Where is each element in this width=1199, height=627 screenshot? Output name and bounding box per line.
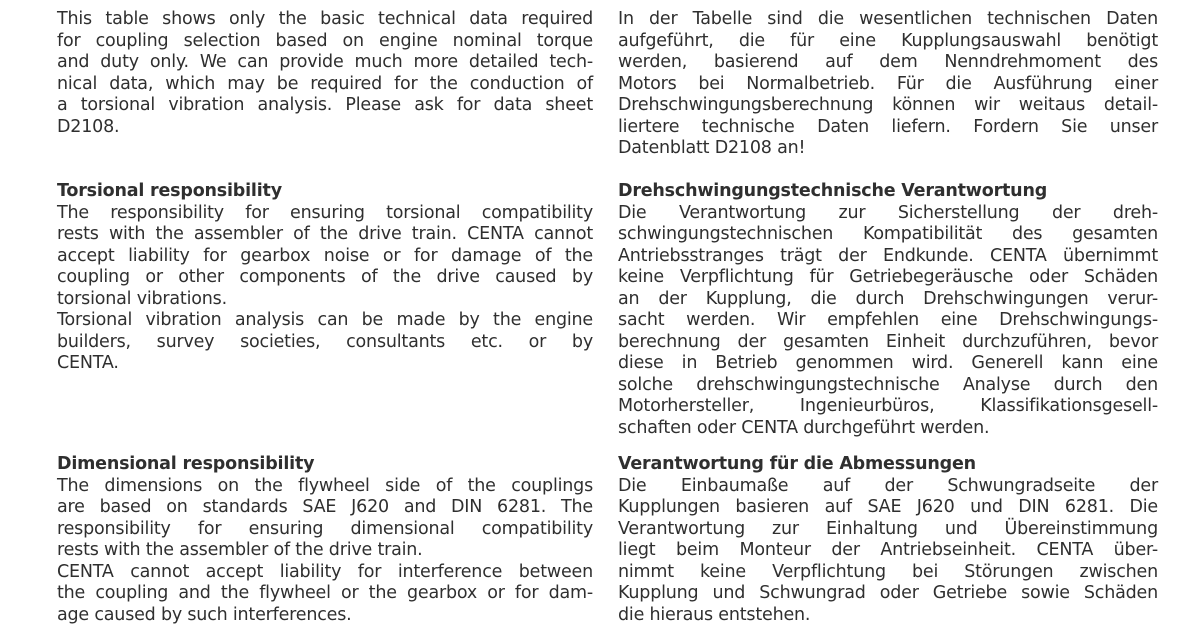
text-line: age caused by such interferences. [57, 604, 352, 625]
text-line: berechnung der gesamten Einheit durchzuführen, bevor [618, 331, 1158, 352]
text-line: sacht werden. Wir empfehlen eine Drehschwingungs- [618, 310, 1158, 330]
text-line: Verantwortung zur Einhaltung und Übereinstimmung [618, 518, 1158, 539]
text-line: diese in Betrieb genommen wird. Generell kann eine [618, 353, 1158, 373]
text-line: coupling or other components of the drive caused by [57, 267, 593, 287]
text-line: the coupling and the flywheel or the gearbox or for dam- [57, 583, 593, 603]
text-line: aufgeführt, die für eine Kupplungsauswahl benötigt [618, 30, 1158, 51]
text-line: and duty only. We can provide much more detailed tech- [57, 52, 593, 72]
section-heading: Dimensional responsibility [57, 454, 315, 474]
text-line: rests with the assembler of the drive train. [57, 540, 423, 560]
text-line: The responsibility for ensuring torsional compatibility [57, 202, 593, 223]
en-intro-section [57, 9, 593, 138]
text-line: Motors bei Normalbetrieb. Für die Ausführung einer [618, 73, 1158, 94]
text-line: an der Kupplung, die durch Drehschwingungen verur- [618, 288, 1158, 309]
text-line: die hieraus entstehen. [618, 604, 811, 625]
text-line: Motorhersteller, Ingenieurbüros, Klassifikationsgesell- [618, 396, 1158, 416]
text-line: werden, basierend auf dem Nenndrehmoment des [618, 52, 1158, 72]
de-intro-section [618, 9, 1158, 160]
text-line: are based on standards SAE J620 and DIN 6281. The [57, 497, 593, 517]
text-line: Die Einbaumaße auf der Schwungradseite der [618, 475, 1158, 496]
text-line: nical data, which may be required for the conduction of [57, 73, 593, 94]
text-line: liegt beim Monteur der Antriebseinheit. CENTA über- [618, 540, 1158, 560]
text-line: for coupling selection based on engine nominal torque [57, 30, 593, 51]
text-line: schaften oder CENTA durchgeführt werden. [618, 417, 990, 438]
text-line: Kupplung und Schwungrad oder Getriebe sowie Schäden [618, 583, 1158, 603]
text-line: Antriebsstranges trägt der Endkunde. CENTA übernimmt [618, 245, 1158, 266]
text-line: The dimensions on the flywheel side of the couplings [57, 475, 593, 496]
text-line: rests with the assembler of the drive train. CENTA cannot [57, 224, 593, 244]
text-line: torsional vibrations. [57, 288, 227, 309]
text-line: Datenblatt D2108 an! [618, 138, 806, 158]
text-line: Drehschwingungsberechnung können wir weitaus detail- [618, 95, 1158, 115]
text-line: nimmt keine Verpflichtung bei Störungen zwischen [618, 561, 1158, 582]
text-line: keine Verpflichtung für Getriebegeräusche oder Schäden [618, 267, 1158, 287]
text-line: Torsional vibration analysis can be made by the engine [57, 310, 593, 330]
text-line: This table shows only the basic technical data required [57, 9, 593, 29]
text-line: Kupplungen basieren auf SAE J620 und DIN 6281. Die [618, 497, 1158, 517]
text-line: solche drehschwingungstechnische Analyse durch den [618, 374, 1158, 395]
en-dimensional-responsibility-section [57, 454, 593, 626]
text-line: In der Tabelle sind die wesentlichen technischen Daten [618, 9, 1158, 29]
text-line: CENTA cannot accept liability for interference between [57, 561, 593, 582]
text-line: accept liability for gearbox noise or for damage of the [57, 245, 593, 266]
text-line: a torsional vibration analysis. Please ask for data sheet [57, 95, 593, 115]
section-heading: Verantwortung für die Abmessungen [618, 454, 976, 474]
text-line: schwingungstechnischen Kompatibilität des gesamten [618, 224, 1158, 244]
en-torsional-responsibility-section [57, 181, 593, 375]
text-line: responsibility for ensuring dimensional compatibility [57, 518, 593, 539]
section-heading: Drehschwingungstechnische Verantwortung [618, 181, 1048, 201]
section-heading: Torsional responsibility [57, 181, 282, 201]
text-line: Die Verantwortung zur Sicherstellung der dreh- [618, 202, 1158, 223]
de-dimensional-responsibility-section [618, 454, 1158, 626]
text-line: liertere technische Daten liefern. Fordern Sie unser [618, 116, 1158, 137]
de-torsional-responsibility-section [618, 181, 1158, 439]
text-line: builders, survey societies, consultants etc. or by [57, 331, 593, 352]
text-line: CENTA. [57, 353, 119, 373]
text-line: D2108. [57, 116, 120, 137]
